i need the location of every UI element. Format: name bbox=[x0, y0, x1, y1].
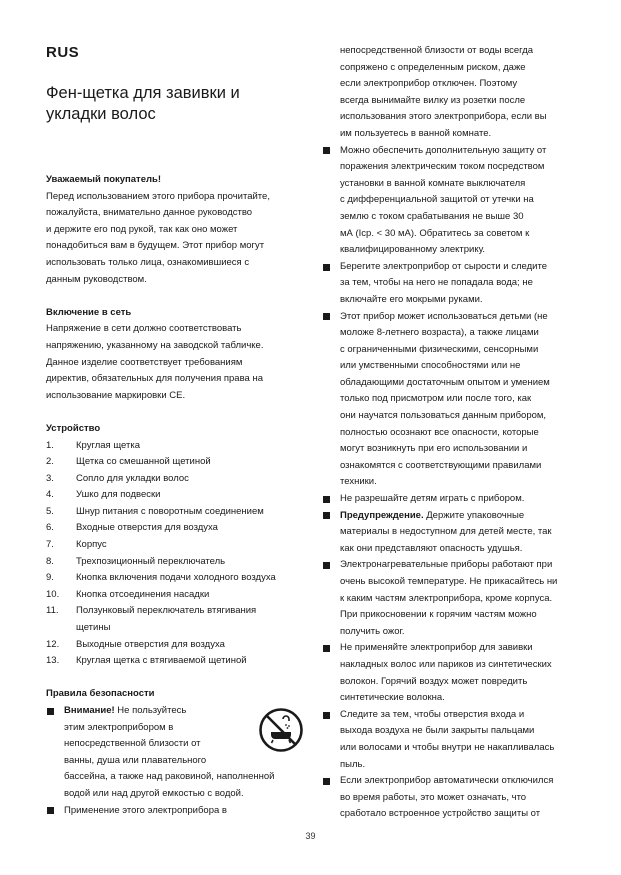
left-column bbox=[46, 172, 304, 819]
bath-bullet: Применение этого электроприбора в bbox=[46, 803, 304, 820]
safety-bullet bbox=[322, 707, 576, 773]
power-text bbox=[46, 321, 304, 404]
warning-line: ванны, душа или плавательного bbox=[64, 754, 207, 766]
safety-bullet bbox=[322, 309, 576, 492]
device-part-item: 12. Выходные отверстия для воздуха bbox=[46, 638, 225, 650]
device-part-item: 10. Кнопка отсоединения насадки bbox=[46, 588, 210, 600]
safety-bullet bbox=[322, 491, 576, 508]
device-part-item: 9. Кнопка включения подачи холодного воздуха bbox=[46, 572, 276, 584]
device-heading: Устройство bbox=[46, 422, 101, 434]
bullet-line: очень высокой температуре. Не прикасайтесь ни bbox=[340, 576, 558, 587]
intro-line: Перед использованием этого прибора прочитайте, bbox=[46, 190, 270, 202]
warning-block bbox=[46, 703, 304, 819]
bullet-line: или волосами и чтобы внутри не накапливалась bbox=[340, 741, 555, 753]
bullet-line: моложе 8-летнего возраста), а также лицами bbox=[340, 327, 539, 339]
device-part-item: 4. Ушко для подвески bbox=[46, 489, 161, 501]
bullet-line: накладных волос или париков из синтетических bbox=[340, 658, 552, 670]
device-part-item: 3. Сопло для укладки волос bbox=[46, 472, 189, 484]
power-line: Данное изделие соответствует требованиям bbox=[46, 356, 243, 368]
warning-line: этим электроприбором в bbox=[64, 721, 174, 733]
bullet-line: полностью осознают все опасности, которые bbox=[340, 426, 539, 438]
safety-bullet bbox=[322, 557, 576, 640]
intro-line: использовать только лица, ознакомившиеся с bbox=[46, 256, 250, 268]
no-bath-icon bbox=[258, 707, 304, 753]
bullet-line: квалифицированному электрику. bbox=[340, 244, 486, 256]
safety-bullet bbox=[322, 143, 576, 259]
device-part-item: 11. Ползунковый переключатель втягивания bbox=[46, 605, 257, 617]
device-part-item: 1. Круглая щетка bbox=[46, 439, 141, 451]
bullet-line: поражения электрическим током посредством bbox=[340, 161, 545, 173]
safety-bullet bbox=[322, 773, 576, 823]
bullet-line: пыль. bbox=[340, 758, 366, 770]
bullet-line: Этот прибор может использоваться детьми (не bbox=[340, 310, 548, 322]
device-part-item: 13. Круглая щетка с втягиваемой щетиной bbox=[46, 655, 247, 667]
power-line: директив, обязательных для получения права на bbox=[46, 373, 263, 385]
safety-bullet bbox=[322, 259, 576, 309]
power-line: использование маркировки CE. bbox=[46, 389, 186, 401]
intro-line: пожалуйста, внимательно данное руководство bbox=[46, 207, 253, 219]
safety-bullet bbox=[322, 508, 576, 558]
bullet-line: они научатся пользоваться данным прибором, bbox=[340, 410, 547, 422]
device-part-item: 6. Входные отверстия для воздуха bbox=[46, 522, 218, 534]
warning-line: Внимание! Не пользуйтесь bbox=[64, 705, 187, 716]
bullet-line: или умственными способностями или не bbox=[340, 360, 521, 372]
warning-line: бассейна, а также над раковиной, наполненной bbox=[64, 771, 275, 783]
bullet-line: Если электроприбор автоматически отключился bbox=[340, 775, 554, 787]
bullet-line: обладающими достаточным опытом и умением bbox=[340, 376, 550, 388]
continued-line: сопряжено с определенным риском, даже bbox=[340, 61, 526, 73]
bullet-line: мА (Iср. < 30 мА). Обратитесь за советом к bbox=[340, 227, 530, 239]
bullet-line: Предупреждение. Держите упаковочные bbox=[340, 509, 525, 521]
bullet-line: материалы в недоступном для детей месте, так bbox=[340, 526, 552, 538]
bullet-square-icon bbox=[323, 264, 330, 271]
bullet-line: как они представляют опасность удушья. bbox=[340, 542, 523, 554]
bullet-line: волокон. Горячий воздух может повредить bbox=[340, 675, 528, 687]
bullet-line: техники. bbox=[340, 476, 377, 488]
bullet-line: с дифференциальной защитой от утечки на bbox=[340, 194, 534, 206]
bullet-line: сработало встроенное устройство защиты от bbox=[340, 808, 541, 820]
bullet-line: получить ожог. bbox=[340, 625, 405, 637]
device-part-item: 2. Щетка со смешанной щетиной bbox=[46, 456, 211, 468]
device-part-item: 8. Трехпозиционный переключатель bbox=[46, 555, 226, 567]
page-title: Фен-щетка для завивки и укладки волос bbox=[46, 84, 240, 123]
warning-line: водой или над другой емкостью с водой. bbox=[64, 787, 244, 799]
power-line: Напряжение в сети должно соответствовать bbox=[46, 323, 242, 335]
safety-heading: Правила безопасности bbox=[46, 688, 155, 700]
device-part-item: щетины bbox=[76, 622, 111, 634]
continued-line: всегда вынимайте вилку из розетки после bbox=[340, 94, 526, 106]
intro-line: данным руководством. bbox=[46, 273, 147, 285]
intro-line: понадобиться вам в будущем. Этот прибор могут bbox=[46, 240, 265, 252]
bullet-square-icon bbox=[323, 147, 330, 154]
bullet-square-icon bbox=[323, 712, 330, 719]
continued-line: использования этого электроприбора, если вы bbox=[340, 111, 547, 123]
safety-bullet bbox=[322, 640, 576, 706]
bullet-line: Не разрешайте детям играть с прибором. bbox=[340, 493, 525, 505]
language-code: RUS bbox=[46, 44, 80, 61]
bullet-square-icon bbox=[323, 645, 330, 652]
bullet-line: могут возникнуть при его использовании и bbox=[340, 443, 528, 455]
continued-line: если электроприбор отключен. Поэтому bbox=[340, 78, 518, 90]
bullet-square-icon bbox=[323, 313, 330, 320]
intro-line: и держите его под рукой, так как оно может bbox=[46, 223, 238, 235]
bullet-line: к каким частям электроприбора, кроме корпуса. bbox=[340, 592, 553, 604]
device-part-item: 7. Корпус bbox=[46, 539, 107, 551]
bullet-line: во время работы, это может означать, что bbox=[340, 791, 527, 803]
bullet-line: за тем, чтобы на него не попадала вода; не bbox=[340, 277, 533, 289]
bullet-line: землю с током срабатывания не выше 30 bbox=[340, 210, 524, 222]
power-line: напряжению, указанному на заводской табличке. bbox=[46, 339, 264, 351]
intro-text bbox=[46, 189, 304, 289]
bullet-line: Следите за тем, чтобы отверстия входа и bbox=[340, 708, 525, 720]
bullet-line: только под присмотром или после того, как bbox=[340, 393, 532, 405]
bullet-line: выхода воздуха не были закрыты пальцами bbox=[340, 725, 535, 737]
continued-line: им пользуетесь в ванной комнате. bbox=[340, 127, 492, 139]
continued-text bbox=[322, 43, 576, 143]
bullet-line: При прикосновении к горячим частям можно bbox=[340, 609, 537, 621]
bullet-line: Берегите электроприбор от сырости и следите bbox=[340, 260, 548, 272]
bullet-line: с ограниченными физическими, сенсорными bbox=[340, 343, 539, 355]
power-heading: Включение в сеть bbox=[46, 306, 132, 318]
right-column bbox=[322, 43, 576, 823]
bullet-line: установки в ванной комнате выключателя bbox=[340, 177, 526, 189]
continued-line: непосредственной близости от воды всегда bbox=[340, 45, 534, 56]
page-number: 39 bbox=[305, 831, 316, 841]
warning-line: непосредственной близости от bbox=[64, 738, 201, 750]
device-part-item: 5. Шнур питания с поворотным соединением bbox=[46, 505, 264, 517]
bullet-square-icon bbox=[323, 496, 330, 503]
bullet-line: Электронагревательные приборы работают при bbox=[340, 559, 553, 571]
bullet-line: Можно обеспечить дополнительную защиту от bbox=[340, 144, 547, 156]
bullet-line: синтетические волокна. bbox=[340, 692, 445, 704]
bullet-square-icon bbox=[323, 778, 330, 785]
bullet-line: ознакомятся с соответствующими правилами bbox=[340, 459, 542, 471]
bullet-line: включайте его мокрыми руками. bbox=[340, 293, 483, 305]
safety-bullets bbox=[322, 143, 576, 823]
intro-heading: Уважаемый покупатель! bbox=[46, 174, 162, 185]
bullet-square-icon bbox=[323, 562, 330, 569]
bullet-line: Не применяйте электроприбор для завивки bbox=[340, 642, 533, 654]
bullet-square-icon bbox=[323, 512, 330, 519]
device-parts-list bbox=[46, 438, 304, 670]
